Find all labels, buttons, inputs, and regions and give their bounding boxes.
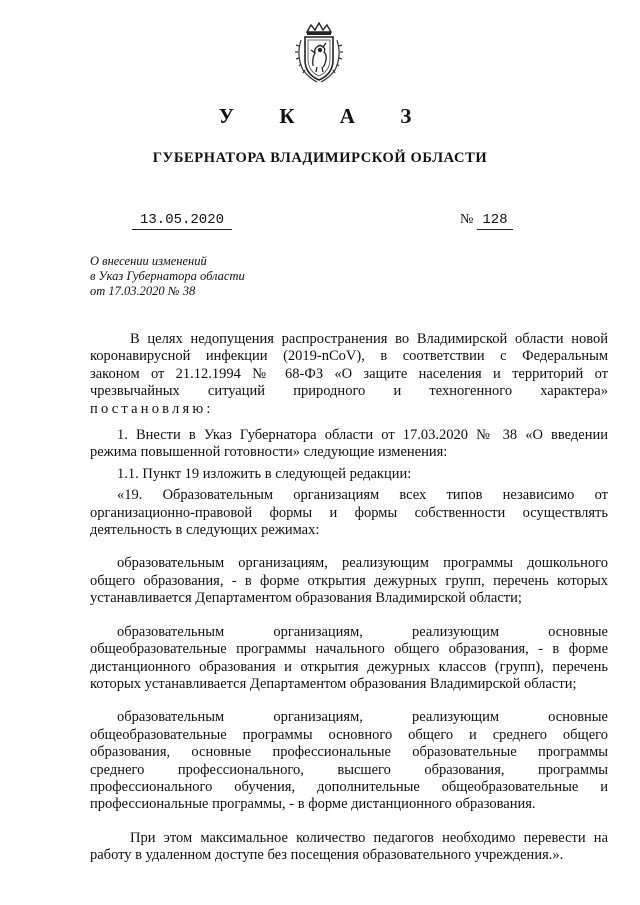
text-line: 1.1. Пункт 19 изложить в следующей редакции: (117, 465, 412, 482)
text-line: образования, основные профессиональные образовательные программы (90, 744, 608, 761)
text-line: коронавирусной инфекции (2019-nCoV), в соответствии с Федеральным (90, 348, 608, 365)
text-line: 1. Внести в Указ Губернатора области от 17.03.2020 № 38 «О введении (117, 427, 608, 444)
preschool-paragraph (90, 555, 608, 607)
decree-subtitle: ГУБЕРНАТОРА ВЛАДИМИРСКОЙ ОБЛАСТИ (152, 150, 488, 166)
text-line: дистанционного образования и открытия дежурных классов (групп), перечень (90, 658, 608, 675)
amendment-line: в Указ Губернатора области (90, 269, 245, 283)
text-line: которых устанавливается Департаментом образования Владимирской области; (90, 675, 577, 692)
point-19-paragraph (90, 487, 608, 539)
amendment-line: от 17.03.2020 № 38 (90, 284, 196, 298)
text-line: образовательным организациям, реализующим основные (117, 709, 608, 726)
decree-title: У К А З (218, 104, 432, 128)
preamble-paragraph (90, 331, 608, 418)
text-line: организационно-правовой формы и формы собственности осуществлять (90, 504, 608, 521)
secondary-paragraph (90, 709, 608, 813)
text-line: постановляю: (90, 400, 214, 417)
text-line: общего образования, - в форме открытия дежурных групп, перечень которых (90, 572, 608, 589)
text-line: деятельность в следующих режимах: (90, 522, 320, 539)
text-line: профессиональные программы, - в форме дистанционного образования. (90, 796, 536, 813)
text-line: профессионального обучения, дополнительные общеобразовательные и (90, 778, 608, 795)
primary-paragraph (90, 624, 608, 694)
text-line: чрезвычайных ситуаций природного и техногенного характера» (90, 383, 608, 400)
text-line: «19. Образовательным организациям всех типов независимо от (117, 487, 608, 504)
text-line: законом от 21.12.1994 № 68-ФЗ «О защите населения и территорий от (90, 365, 608, 382)
text-line: образовательным организациям, реализующим основные (117, 623, 608, 640)
text-line: общеобразовательные программы основного общего и среднего общего (90, 726, 608, 743)
amendment-note (90, 254, 245, 299)
text-line: образовательным организациям, реализующим программы дошкольного (117, 555, 608, 572)
item-1-1-paragraph (90, 466, 608, 483)
amendment-line: О внесении изменений (90, 254, 207, 268)
item-1-paragraph (90, 427, 608, 462)
coat-of-arms-icon (293, 22, 345, 84)
decree-body (90, 331, 608, 865)
decree-number: 128 (477, 212, 513, 230)
closing-paragraph (90, 830, 608, 865)
text-line: работу в удаленном доступе без посещения образовательного учреждения.». (90, 847, 564, 864)
decree-date: 13.05.2020 (132, 212, 232, 230)
text-line: устанавливается Департаментом образования Владимирской области; (90, 590, 522, 607)
text-line: В целях недопущения распространения во Владимирской области новой (130, 331, 608, 347)
text-line: общеобразовательные программы начального общего образования, - в форме (90, 641, 608, 658)
text-line: режима повышенной готовности» следующие изменения: (90, 444, 448, 461)
decree-number-label: № (460, 212, 474, 227)
text-line: среднего профессионального, высшего образования, программы (90, 761, 608, 778)
text-line: При этом максимальное количество педагогов необходимо перевести на (130, 829, 608, 846)
